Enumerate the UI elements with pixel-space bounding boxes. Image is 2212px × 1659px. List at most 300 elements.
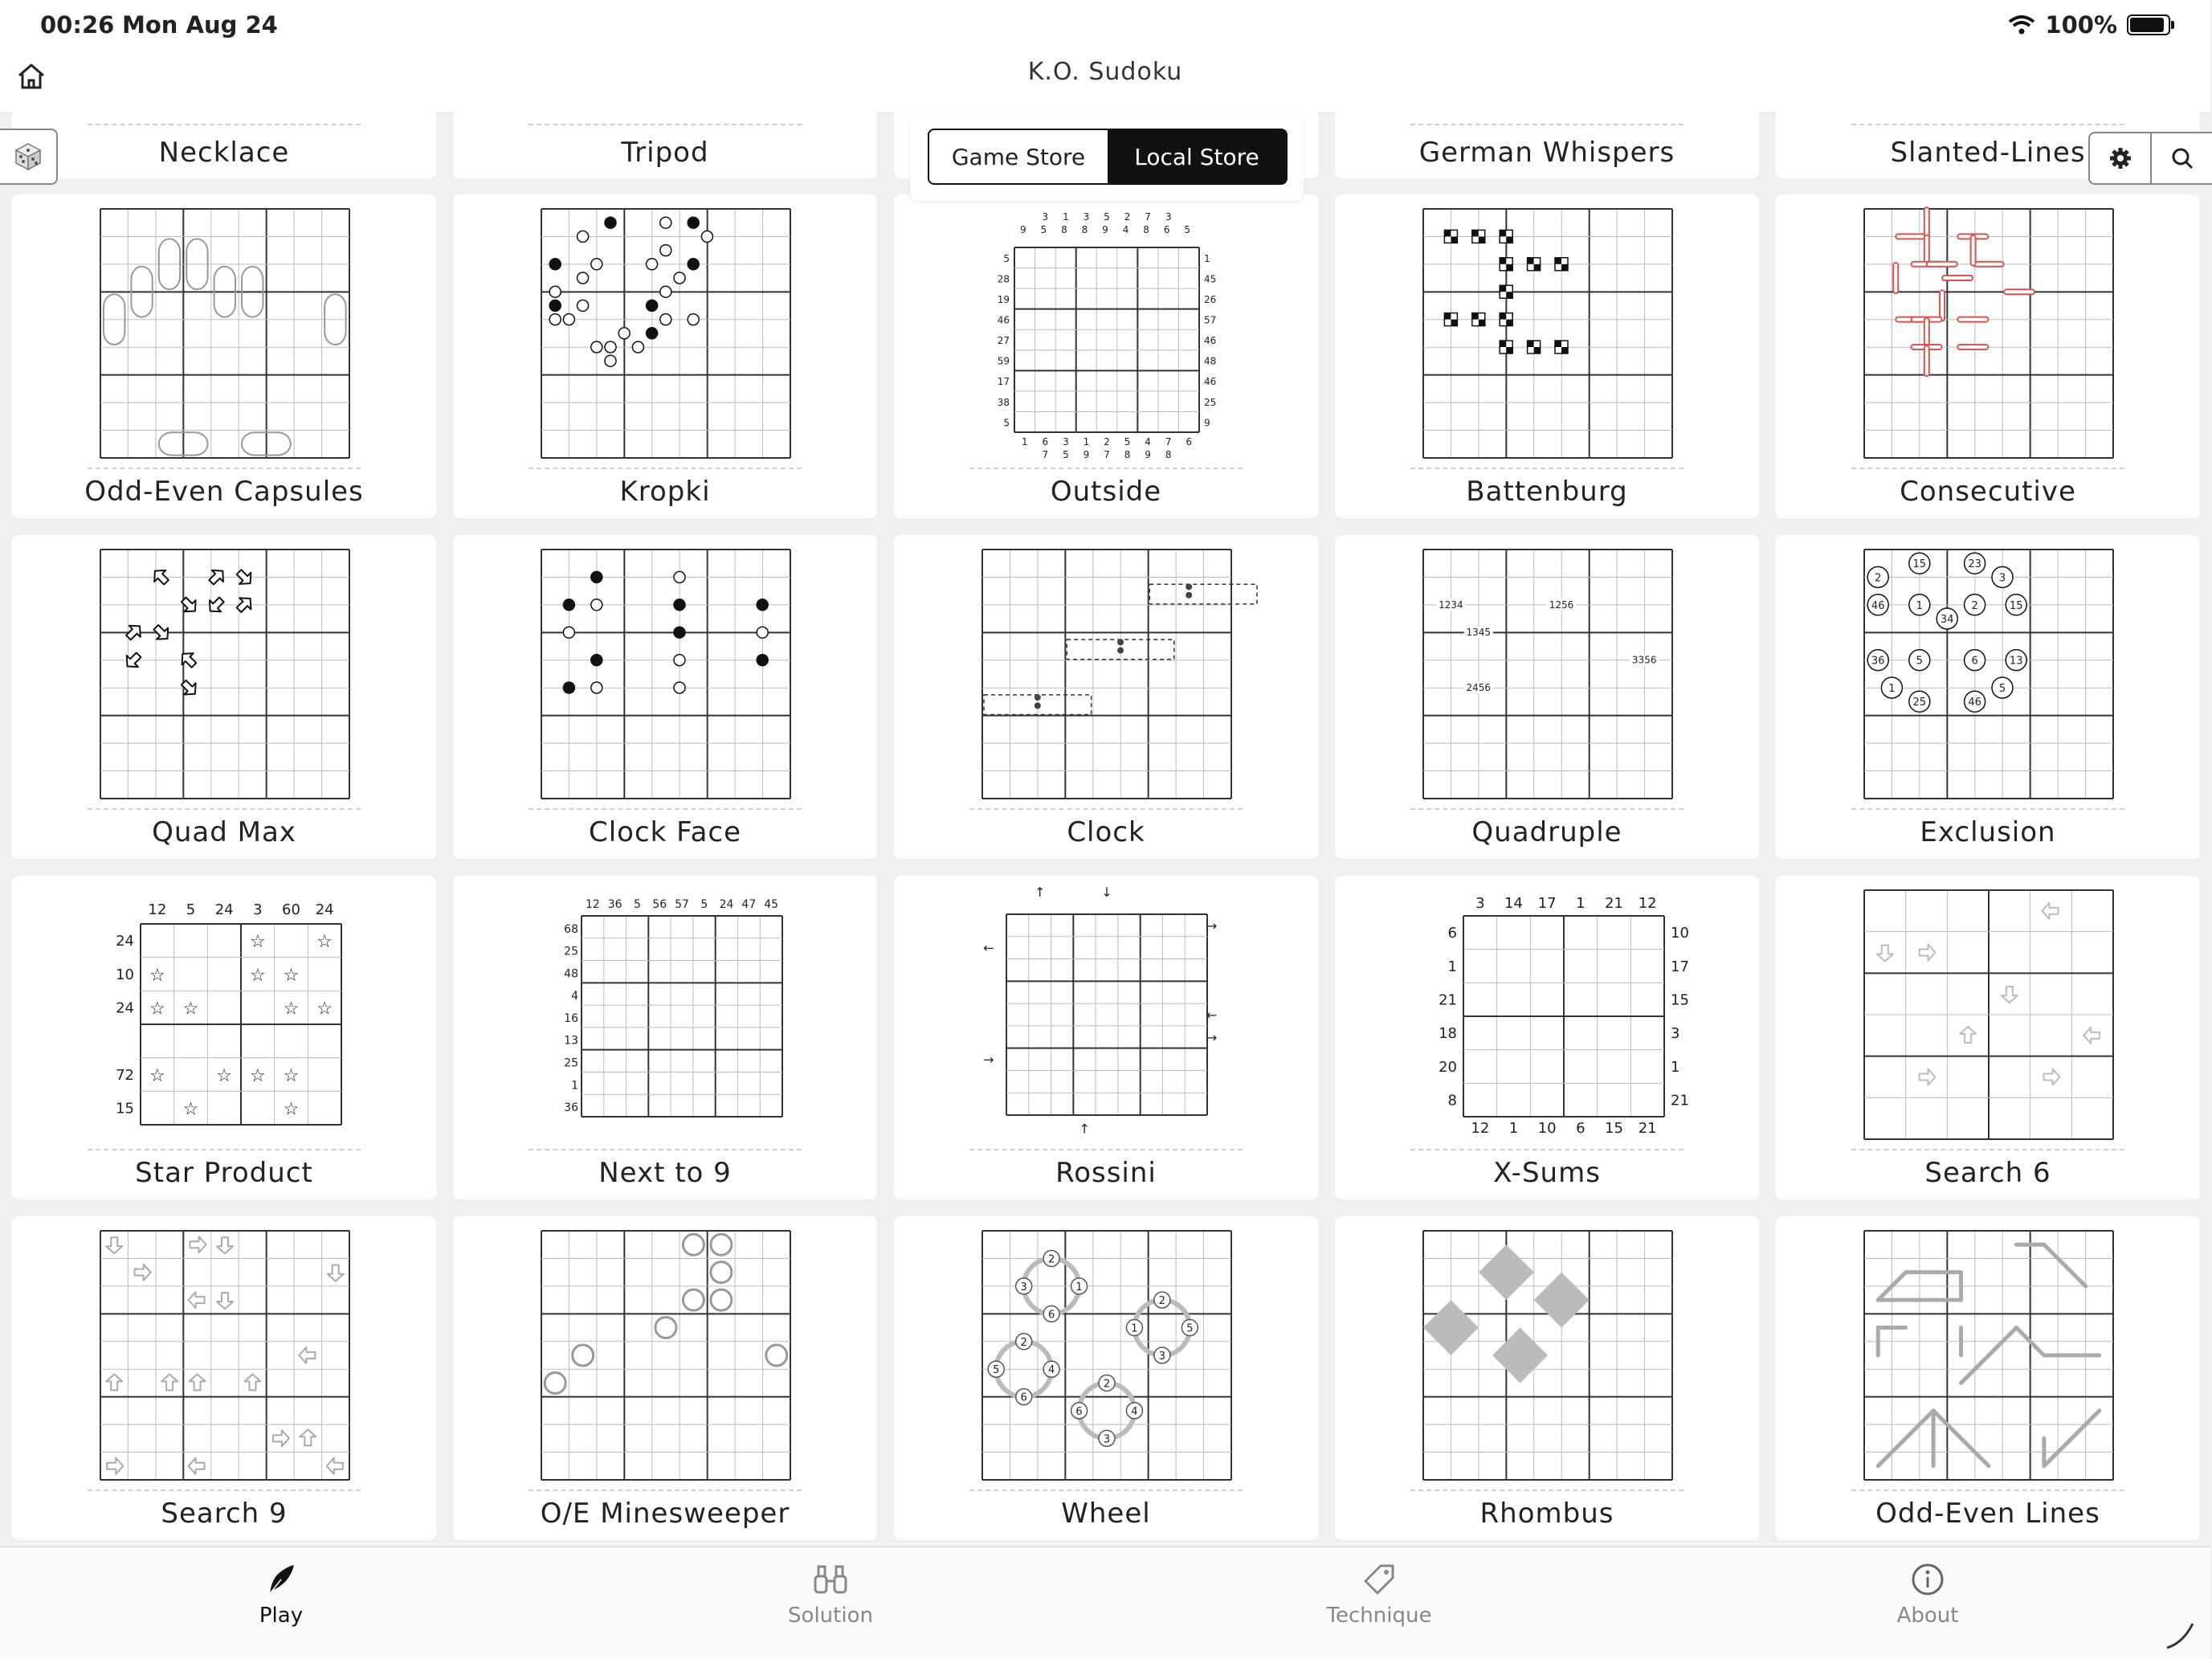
- exclusion-clue: 3: [1998, 572, 2006, 585]
- search-arrow: [1960, 1027, 1976, 1043]
- card-separator: [529, 124, 802, 125]
- tab-play[interactable]: [201, 1562, 361, 1628]
- minesweeper-circle: [655, 1318, 676, 1338]
- kropki-dot: [674, 272, 685, 284]
- store-toggle-panel: [910, 112, 1304, 201]
- kropki-dot: [577, 272, 589, 284]
- clue-label: 17: [1537, 895, 1557, 912]
- puzzle-card[interactable]: [453, 1216, 877, 1540]
- kropki-dot: [618, 328, 630, 339]
- minesweeper-circle: [711, 1289, 732, 1310]
- puzzle-name: X-Sums: [1493, 1157, 1601, 1189]
- quad-max-arrow: [121, 649, 144, 672]
- clue-label: 1: [1083, 436, 1090, 447]
- puzzle-thumbnail-nextto9: [541, 890, 790, 1139]
- clock-face-dot: [674, 655, 685, 666]
- quad-max-arrow: [233, 566, 255, 589]
- quad-max-arrow: [177, 648, 199, 671]
- toolbar-right: [2088, 132, 2212, 185]
- puzzle-thumbnail-search6: [1864, 890, 2113, 1139]
- game-store-button[interactable]: Game Store: [951, 143, 1086, 170]
- search-arrow: [2044, 1069, 2060, 1085]
- battery-icon: [2127, 14, 2170, 35]
- star-icon: ☆: [182, 999, 199, 1020]
- clue-label: 5: [1184, 224, 1191, 235]
- star-icon: ☆: [149, 999, 165, 1020]
- consecutive-bar: [1927, 262, 1957, 267]
- consecutive-bar: [1893, 263, 1898, 293]
- puzzle-card[interactable]: [1335, 194, 1759, 518]
- quad-max-arrow: [205, 594, 227, 616]
- clue-label: 6: [1042, 436, 1049, 447]
- clue-label: 57: [675, 898, 689, 911]
- clock-face-dot: [563, 682, 574, 693]
- clue-label: 5: [1104, 211, 1110, 223]
- exclusion-clue: 1: [1916, 599, 1923, 612]
- store-toggle[interactable]: [928, 129, 1288, 185]
- star-icon: ☆: [283, 965, 300, 986]
- clock-dot: [1035, 694, 1041, 701]
- clue-label: 3: [1671, 1025, 1680, 1043]
- search-arrow: [217, 1237, 233, 1253]
- clue-label: 6: [1186, 436, 1193, 447]
- search-arrow: [217, 1237, 233, 1253]
- battenburg-mark: [1500, 230, 1506, 236]
- tab-technique[interactable]: [1299, 1562, 1459, 1628]
- card-separator: [529, 1149, 802, 1150]
- puzzle-thumbnail-search9: [100, 1231, 349, 1480]
- clue-label: 28: [997, 273, 1010, 285]
- puzzle-card-top[interactable]: [453, 112, 877, 178]
- clue-label: 3: [1083, 211, 1090, 223]
- exclusion-clue: 46: [1968, 697, 1981, 709]
- puzzle-name: Consecutive: [1900, 476, 2076, 508]
- clock-face-dot: [674, 627, 685, 638]
- clock-dot: [1186, 592, 1192, 599]
- clue-label: 6: [1576, 1120, 1586, 1137]
- local-store-button[interactable]: Local Store: [1108, 130, 1286, 183]
- clue-label: 9: [1083, 449, 1090, 460]
- puzzle-card[interactable]: [12, 194, 436, 518]
- clue-label: 7: [1104, 449, 1110, 460]
- puzzle-card[interactable]: [894, 1216, 1318, 1540]
- consecutive-bar: [1940, 290, 1945, 321]
- consecutive-bar: [1924, 345, 1929, 376]
- battenburg-mark: [1555, 341, 1561, 347]
- puzzle-name: Exclusion: [1920, 816, 2056, 848]
- clue-label: 1: [1576, 895, 1586, 912]
- kropki-dot: [605, 341, 616, 353]
- clue-label: 21: [1671, 1092, 1689, 1109]
- clue-label: 48: [564, 967, 578, 981]
- card-separator: [529, 1489, 802, 1491]
- battenburg-mark: [1451, 236, 1457, 243]
- search-arrow: [300, 1429, 316, 1445]
- kropki-dot: [632, 341, 643, 353]
- puzzle-name: German Whispers: [1418, 137, 1675, 169]
- clue-label: 57: [1204, 314, 1217, 326]
- tab-solution[interactable]: [750, 1562, 911, 1628]
- clue-label: 21: [1638, 1120, 1657, 1137]
- clue-label: 21: [1439, 991, 1457, 1009]
- card-separator: [1410, 1149, 1683, 1150]
- status-bar: [0, 0, 2210, 51]
- status-date: Mon Aug 24: [122, 11, 278, 39]
- odd-even-line: [2016, 1244, 2085, 1286]
- clue-label: 2: [1124, 211, 1131, 223]
- rhombus-shape: [1479, 1244, 1534, 1300]
- clue-label: 24: [719, 898, 734, 911]
- battenburg-mark: [1500, 285, 1512, 298]
- tab-solution-label: Solution: [788, 1604, 873, 1628]
- puzzle-thumbnail-wheel: [982, 1231, 1231, 1480]
- kropki-dot: [577, 231, 589, 242]
- search-arrow: [190, 1236, 206, 1252]
- search-arrow: [217, 1293, 233, 1309]
- puzzle-name: Necklace: [158, 137, 290, 169]
- tab-bar: [0, 1547, 2210, 1659]
- clue-label: 13: [564, 1034, 578, 1048]
- star-icon: ☆: [316, 932, 333, 953]
- search-arrow: [189, 1458, 205, 1474]
- clue-label: 1: [1508, 1120, 1519, 1137]
- battenburg-mark: [1451, 320, 1457, 326]
- puzzle-thumbnail-clockface: [541, 550, 790, 799]
- battenburg-mark: [1472, 230, 1485, 243]
- clue-label: 19: [997, 294, 1010, 305]
- card-separator: [1410, 1489, 1683, 1491]
- search-arrow: [327, 1458, 343, 1474]
- card-separator: [88, 808, 361, 810]
- puzzle-name: Clock: [1067, 816, 1145, 848]
- rossini-arrow: ←: [1206, 1007, 1218, 1023]
- search-arrow: [2043, 903, 2059, 919]
- wheel-clue: 2: [1103, 1378, 1111, 1391]
- minesweeper-circle: [711, 1234, 732, 1255]
- kropki-dot: [577, 300, 589, 311]
- kropki-dot: [605, 217, 616, 228]
- clue-label: 48: [1204, 355, 1217, 367]
- quad-max-arrow: [149, 566, 172, 588]
- puzzle-list[interactable]: [0, 112, 2210, 1547]
- minesweeper-circle: [766, 1345, 787, 1366]
- puzzle-thumbnail-rossini: [982, 885, 1231, 1139]
- wheel-clue: 3: [1103, 1433, 1111, 1446]
- search-arrow: [161, 1374, 178, 1390]
- puzzle-name: Rossini: [1055, 1157, 1157, 1189]
- clue-label: 14: [1504, 895, 1523, 912]
- rossini-arrow: ←: [983, 940, 994, 956]
- puzzle-thumbnail-consecutive: [1864, 209, 2113, 458]
- quad-max-arrow: [177, 648, 199, 671]
- puzzle-card[interactable]: [1776, 876, 2200, 1199]
- puzzle-name: Search 6: [1924, 1157, 2051, 1189]
- card-separator: [1410, 808, 1683, 810]
- home-indicator: [2164, 1619, 2196, 1651]
- card-separator: [969, 468, 1243, 469]
- clue-label: 21: [1605, 895, 1623, 912]
- star-icon: ☆: [182, 1099, 199, 1120]
- exclusion-clue: 25: [1912, 697, 1927, 709]
- clue-label: 8: [1124, 449, 1131, 460]
- clue-label: 9: [1102, 224, 1108, 235]
- clue-label: 25: [564, 1056, 578, 1070]
- exclusion-clue: 34: [1940, 614, 1954, 626]
- search-arrow: [106, 1237, 122, 1253]
- card-separator: [1851, 1149, 2124, 1150]
- search-arrow: [328, 1265, 344, 1281]
- clue-label: 24: [315, 901, 334, 918]
- wheel-clue: 6: [1047, 1309, 1055, 1322]
- clock-face-dot: [591, 682, 602, 693]
- card-separator: [1851, 124, 2124, 125]
- puzzle-name: Odd-Even Capsules: [84, 476, 364, 508]
- star-icon: ☆: [149, 965, 165, 986]
- rossini-arrow: ↑: [1034, 885, 1046, 901]
- clue-label: 8: [1061, 224, 1067, 235]
- battenburg-mark: [1444, 313, 1451, 320]
- battenburg-mark: [1555, 258, 1568, 271]
- card-separator: [88, 124, 361, 125]
- dice-icon: [13, 141, 43, 172]
- puzzle-name: O/E Minesweeper: [540, 1498, 790, 1530]
- clue-label: 3: [1042, 211, 1049, 223]
- clue-label: 5: [1124, 436, 1131, 447]
- battenburg-mark: [1528, 258, 1534, 264]
- card-separator: [88, 1489, 361, 1491]
- search-arrow: [189, 1458, 205, 1474]
- exclusion-clue: 15: [1912, 558, 1927, 571]
- clue-label: 1: [571, 1079, 578, 1093]
- clock-face-dot: [674, 571, 685, 582]
- quad-max-arrow: [206, 566, 228, 588]
- search-icon: [2170, 146, 2194, 170]
- wheel-clue: 1: [1131, 1322, 1138, 1335]
- battenburg-mark: [1506, 236, 1512, 243]
- clue-label: 10: [116, 966, 134, 983]
- card-separator: [1410, 124, 1683, 125]
- puzzle-card[interactable]: [1335, 1216, 1759, 1540]
- kropki-dot: [647, 300, 658, 311]
- kropki-dot: [660, 314, 671, 325]
- clue-label: 12: [1471, 1120, 1490, 1137]
- clock-face-dot: [591, 655, 602, 666]
- battenburg-mark: [1444, 230, 1457, 243]
- consecutive-bar: [2004, 289, 2034, 294]
- clue-label: 45: [1204, 273, 1217, 285]
- clue-label: 7: [1165, 436, 1172, 447]
- clue-label: 5: [700, 898, 708, 911]
- exclusion-clue: 46: [1871, 599, 1885, 612]
- puzzle-card[interactable]: [1776, 535, 2200, 859]
- battenburg-mark: [1500, 341, 1512, 353]
- clue-label: 60: [282, 901, 300, 918]
- puzzle-name: Quadruple: [1471, 816, 1622, 848]
- puzzle-card-top[interactable]: [12, 112, 436, 178]
- card-separator: [1851, 808, 2124, 810]
- clue-label: 45: [764, 898, 779, 911]
- puzzle-name: Next to 9: [598, 1157, 732, 1189]
- battenburg-mark: [1479, 320, 1485, 326]
- clue-label: 26: [1204, 294, 1217, 305]
- wheel-clue: 6: [1020, 1391, 1027, 1404]
- clue-label: 4: [1122, 224, 1129, 235]
- binoculars-icon: [811, 1562, 850, 1597]
- search-arrow: [328, 1265, 344, 1281]
- puzzle-card[interactable]: [894, 194, 1318, 518]
- battenburg-mark: [1506, 292, 1512, 298]
- tab-about[interactable]: [1847, 1562, 2008, 1628]
- puzzle-card[interactable]: [453, 194, 877, 518]
- search-arrow: [106, 1374, 122, 1390]
- clue-label: 72: [116, 1066, 134, 1084]
- exclusion-clue: 6: [1971, 655, 1978, 668]
- random-puzzle-button[interactable]: [0, 129, 58, 185]
- puzzle-name: Odd-Even Lines: [1875, 1498, 2100, 1530]
- search-arrow: [190, 1236, 206, 1252]
- battenburg-mark: [1506, 264, 1512, 271]
- battenburg-mark: [1472, 313, 1479, 320]
- minesweeper-circle: [711, 1262, 732, 1283]
- clue-label: 47: [741, 898, 757, 911]
- wheel-clue: 2: [1047, 1253, 1055, 1266]
- puzzle-thumbnail-starproduct: [100, 890, 349, 1139]
- puzzle-name: Outside: [1050, 476, 1162, 508]
- search-arrow: [244, 1374, 260, 1390]
- puzzle-name: Battenburg: [1466, 476, 1628, 508]
- consecutive-bar: [1973, 262, 2004, 267]
- kropki-dot: [549, 286, 561, 297]
- status-time: 00:26: [40, 11, 115, 39]
- clue-label: 68: [564, 922, 578, 936]
- quad-max-arrow: [233, 566, 255, 589]
- consecutive-bar: [1957, 317, 1988, 322]
- puzzle-card[interactable]: [12, 876, 436, 1199]
- clue-label: 36: [564, 1101, 578, 1115]
- star-icon: ☆: [249, 1065, 266, 1086]
- search-arrow: [2083, 1028, 2100, 1044]
- search-arrow: [2002, 987, 2018, 1003]
- battenburg-mark: [1561, 264, 1568, 271]
- search-arrow: [161, 1374, 178, 1390]
- puzzle-card[interactable]: [453, 535, 877, 859]
- info-icon: [1910, 1562, 1945, 1597]
- clue-label: 15: [116, 1100, 134, 1118]
- battenburg-mark: [1555, 341, 1568, 353]
- clock-dot: [1117, 639, 1124, 645]
- puzzle-card[interactable]: [894, 876, 1318, 1199]
- quad-max-arrow: [149, 566, 172, 588]
- puzzle-thumbnail-kropki: [541, 209, 790, 458]
- battenburg-mark: [1555, 258, 1561, 264]
- clue-label: 36: [607, 898, 622, 911]
- quad-max-arrow: [178, 594, 201, 616]
- exclusion-clue: 15: [2009, 599, 2023, 612]
- star-icon: ☆: [149, 1065, 165, 1086]
- search-arrow: [106, 1237, 122, 1253]
- page-title: K.O. Sudoku: [1027, 58, 1183, 86]
- clue-label: 6: [1163, 224, 1170, 235]
- puzzle-card[interactable]: [1335, 535, 1759, 859]
- search-arrow: [273, 1430, 289, 1446]
- clue-label: 56: [652, 898, 667, 911]
- puzzle-thumbnail-battenburg: [1423, 209, 1672, 458]
- clue-label: 2: [1104, 436, 1110, 447]
- clue-label: 5: [633, 898, 641, 911]
- clue-label: 8: [1143, 224, 1149, 235]
- search-arrow: [1877, 946, 1893, 962]
- search-button[interactable]: [2152, 133, 2212, 183]
- battenburg-mark: [1472, 230, 1479, 236]
- clue-label: 20: [1439, 1058, 1457, 1076]
- puzzle-thumbnail-oelines: [1864, 1231, 2113, 1480]
- puzzle-card[interactable]: [12, 535, 436, 859]
- clock-dot: [1035, 702, 1041, 709]
- puzzle-card-top[interactable]: [1335, 112, 1759, 178]
- clue-label: 10: [1671, 925, 1689, 942]
- card-separator: [969, 808, 1243, 810]
- quadruple-clue: 1234: [1439, 599, 1463, 611]
- search-arrow: [1920, 1069, 1936, 1085]
- puzzle-card[interactable]: [894, 535, 1318, 859]
- card-separator: [88, 468, 361, 469]
- clue-label: 24: [214, 901, 234, 918]
- puzzle-card[interactable]: [1335, 876, 1759, 1199]
- consecutive-bar: [1942, 276, 1973, 280]
- puzzle-card[interactable]: [1776, 1216, 2200, 1540]
- rossini-arrow: ↓: [1101, 885, 1112, 901]
- clue-label: 59: [997, 355, 1010, 367]
- exclusion-clue: 23: [1968, 558, 1981, 571]
- exclusion-clue: 36: [1871, 655, 1885, 668]
- clue-label: 46: [1204, 376, 1217, 388]
- rhombus-shape: [1534, 1273, 1590, 1328]
- card-separator: [1851, 468, 2124, 469]
- puzzle-thumbnail-rhombus: [1423, 1231, 1672, 1480]
- battenburg-mark: [1500, 313, 1512, 326]
- card-separator: [969, 1489, 1243, 1491]
- consecutive-bar: [1957, 345, 1988, 349]
- puzzle-card[interactable]: [1776, 194, 2200, 518]
- battenburg-mark: [1506, 320, 1512, 326]
- wheel-clue: 5: [993, 1364, 1000, 1377]
- kropki-dot: [647, 259, 658, 270]
- puzzle-card[interactable]: [453, 876, 877, 1199]
- status-indicators: [2008, 11, 2170, 39]
- puzzle-thumbnail-clock: [982, 550, 1231, 799]
- search-arrow: [1920, 945, 1936, 961]
- puzzle-card[interactable]: [12, 1216, 436, 1540]
- consecutive-bar: [1924, 207, 1929, 238]
- tab-technique-label: Technique: [1326, 1604, 1432, 1628]
- settings-button[interactable]: [2090, 133, 2152, 183]
- search-arrow: [2083, 1028, 2100, 1044]
- wheel-clue: 6: [1075, 1405, 1083, 1418]
- battenburg-mark: [1472, 313, 1485, 326]
- consecutive-bar: [1971, 235, 1976, 266]
- search-arrow: [190, 1374, 206, 1390]
- rossini-arrow: →: [1206, 917, 1218, 934]
- kropki-dot: [688, 259, 699, 270]
- kropki-dot: [605, 355, 616, 366]
- gear-icon: [2108, 145, 2133, 171]
- puzzle-thumbnail-exclusion: [1864, 550, 2113, 799]
- clock-face-dot: [674, 682, 685, 693]
- battenburg-mark: [1561, 347, 1568, 353]
- battenburg-mark: [1500, 285, 1506, 292]
- kropki-dot: [660, 217, 671, 228]
- puzzle-thumbnail-outside: [982, 209, 1231, 458]
